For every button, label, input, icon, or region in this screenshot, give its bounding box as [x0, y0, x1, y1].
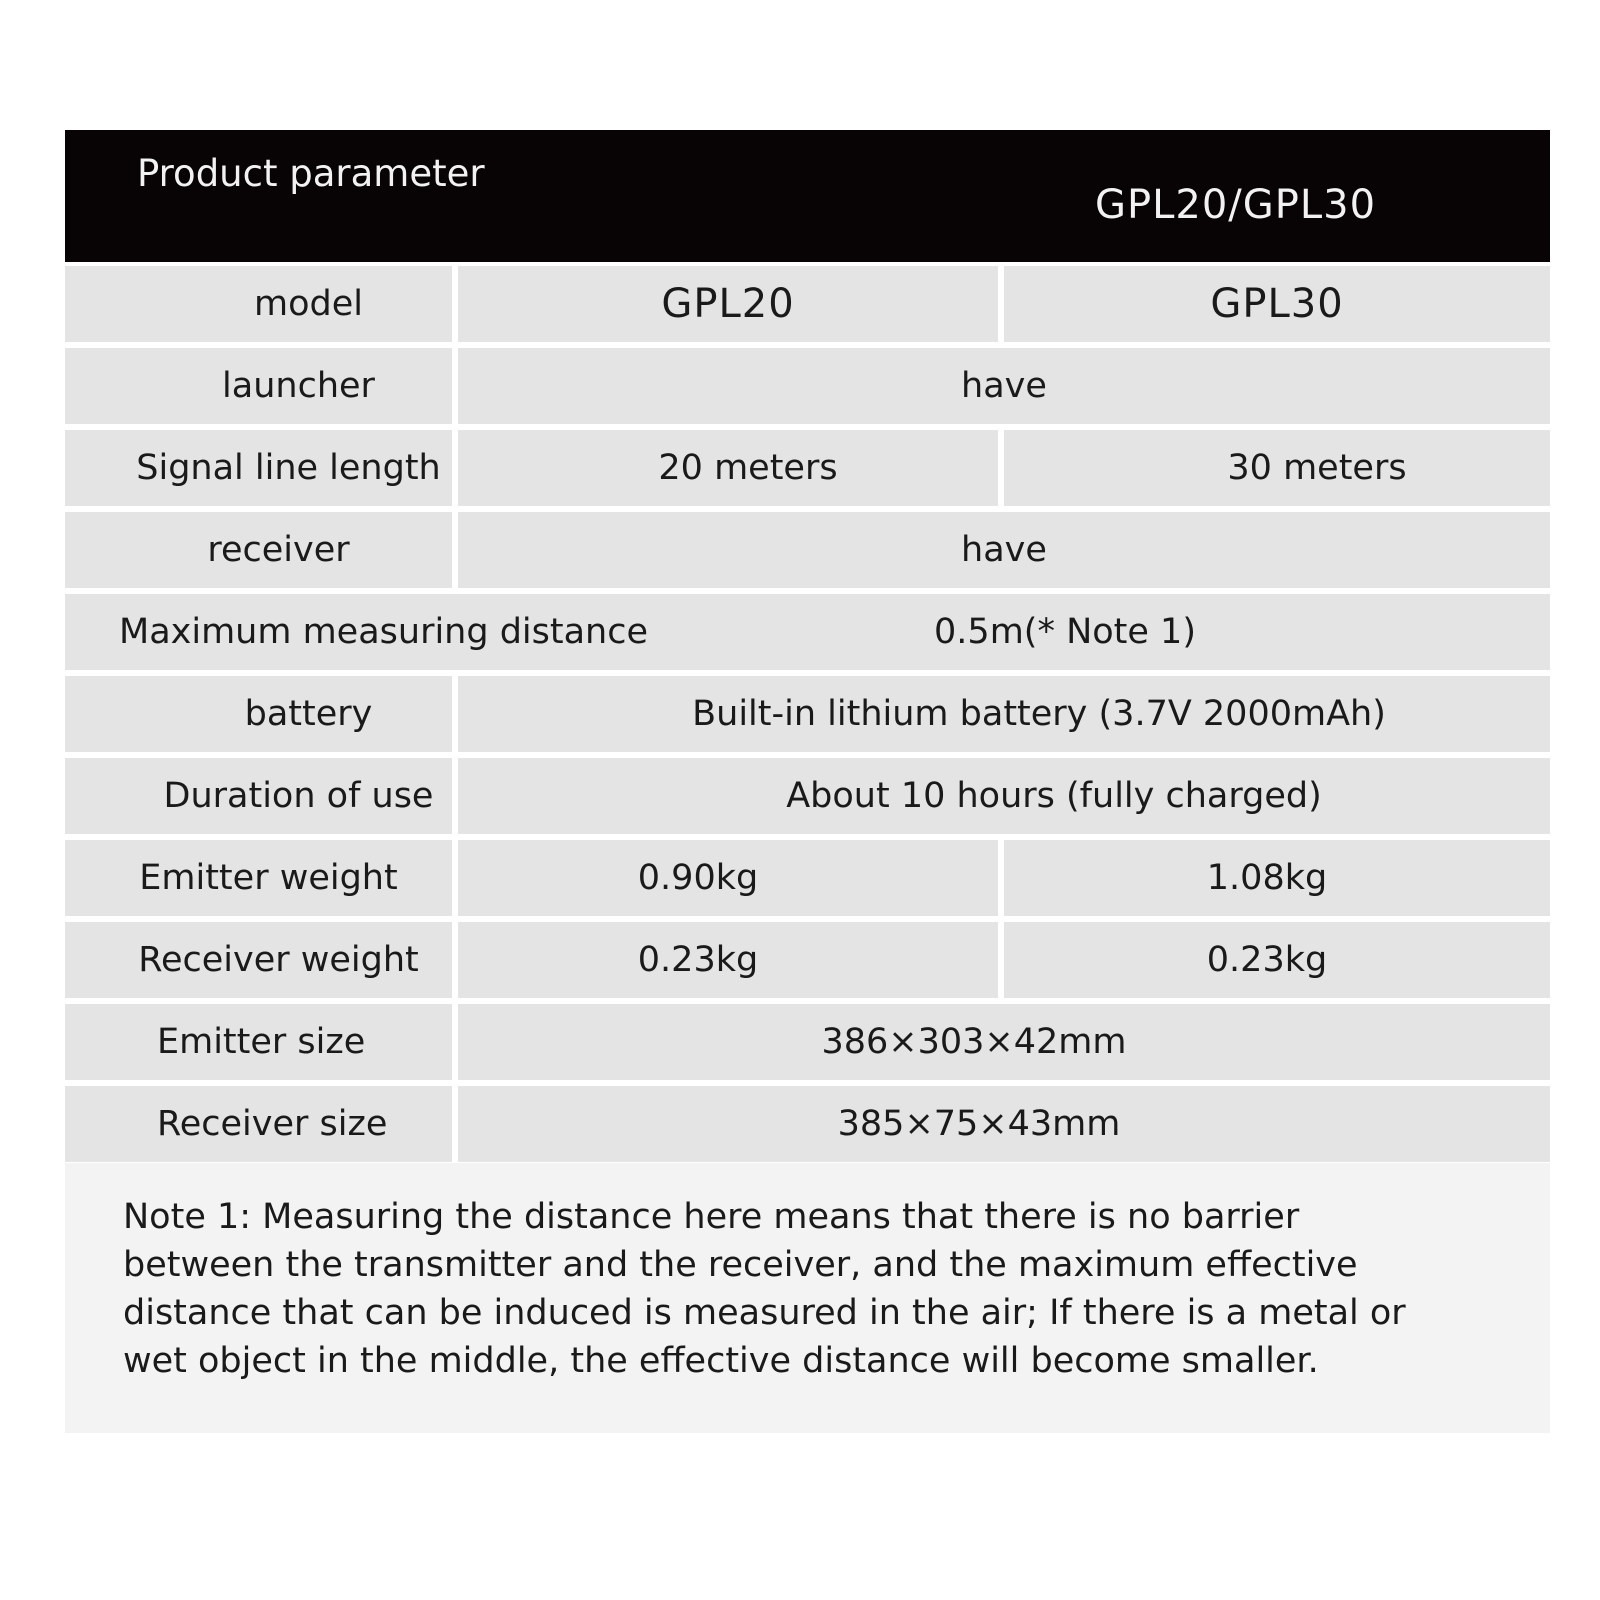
- parameter-table: [65, 266, 1550, 1168]
- table-row-emitter-weight: [65, 840, 1550, 916]
- table-row-receiver: [65, 512, 1550, 588]
- row-label: Emitter weight: [65, 840, 452, 916]
- row-label: battery: [65, 676, 452, 752]
- row-label: receiver: [65, 512, 452, 588]
- note-box: [65, 1163, 1550, 1433]
- table-row-receiver-weight: [65, 922, 1550, 998]
- duration-value: About 10 hours (fully charged): [458, 758, 1550, 834]
- row-label: Receiver weight: [65, 922, 452, 998]
- emitter-weight-gpl30: 1.08kg: [1004, 840, 1550, 916]
- table-row-battery: [65, 676, 1550, 752]
- signal-gpl30: 30 meters: [1004, 430, 1550, 506]
- max-distance-value: 0.5m(* Note 1): [934, 612, 1196, 652]
- row-label: model: [65, 266, 452, 342]
- table-row-launcher: [65, 348, 1550, 424]
- row-label: Duration of use: [65, 758, 452, 834]
- table-row-model: [65, 266, 1550, 342]
- table-row-signal-line: [65, 430, 1550, 506]
- receiver-weight-gpl30: 0.23kg: [1004, 922, 1550, 998]
- page-title: Product parameter: [137, 152, 485, 195]
- row-label: Emitter size: [65, 1004, 452, 1080]
- model-gpl20: GPL20: [458, 266, 998, 342]
- header-bar: [65, 130, 1550, 262]
- table-row-max-distance: [65, 594, 1550, 670]
- row-label: launcher: [65, 348, 452, 424]
- receiver-weight-gpl20: 0.23kg: [458, 922, 998, 998]
- launcher-value: have: [458, 348, 1550, 424]
- row-label: Maximum measuring distance: [65, 594, 1550, 670]
- table-row-emitter-size: [65, 1004, 1550, 1080]
- emitter-weight-gpl20: 0.90kg: [458, 840, 998, 916]
- signal-gpl20: 20 meters: [458, 430, 998, 506]
- battery-value: Built-in lithium battery (3.7V 2000mAh): [458, 676, 1550, 752]
- row-label: Signal line length: [65, 430, 452, 506]
- emitter-size-value: 386×303×42mm: [458, 1004, 1550, 1080]
- header-models: GPL20/GPL30: [1095, 182, 1377, 228]
- receiver-value: have: [458, 512, 1550, 588]
- table-row-receiver-size: [65, 1086, 1550, 1162]
- receiver-size-value: 385×75×43mm: [458, 1086, 1550, 1162]
- note-text: Note 1: Measuring the distance here means that there is no barrier between the transmitter and the receiver, and the maximum effective distance that can be induced is measured in the air; If there is a metal or wet object in the middle, the effective distance will become smaller.: [123, 1197, 1406, 1381]
- table-row-duration: [65, 758, 1550, 834]
- model-gpl30: GPL30: [1004, 266, 1550, 342]
- row-label: Receiver size: [65, 1086, 452, 1162]
